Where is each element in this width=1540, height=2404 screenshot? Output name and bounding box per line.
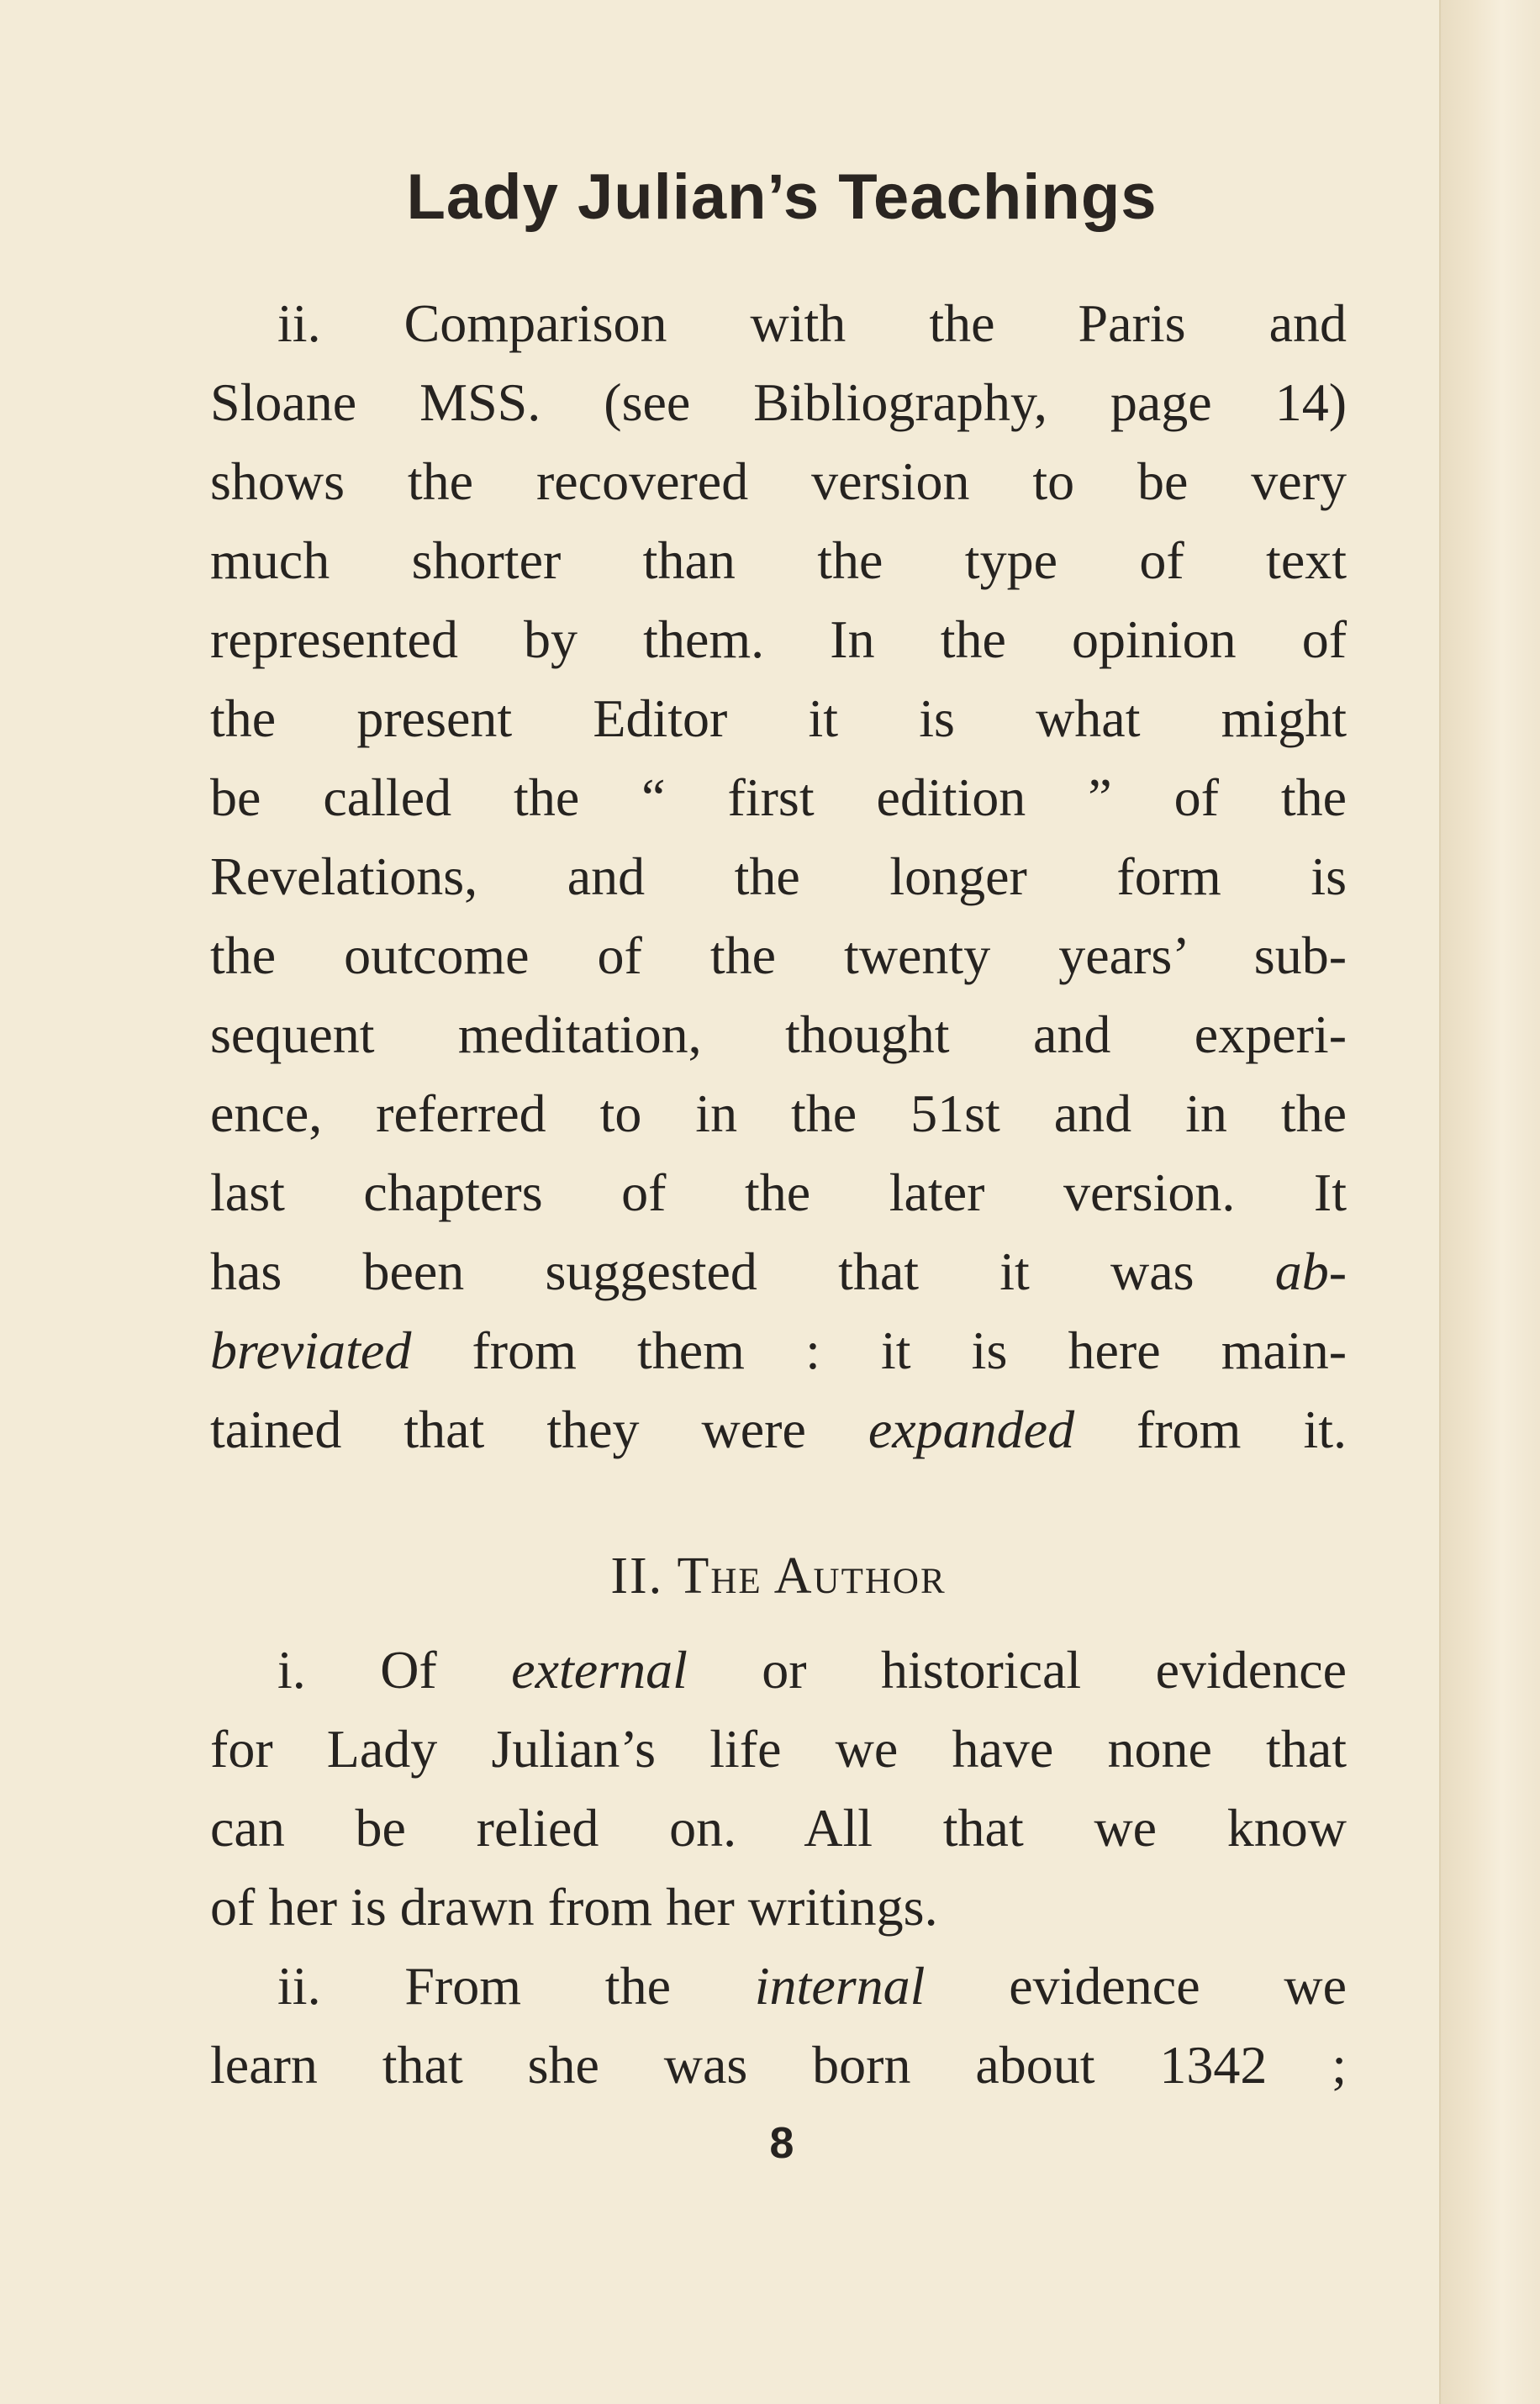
text-line: for Lady Julian’s life we have none that [210,1719,1347,1779]
page-number: 8 [769,2119,794,2168]
text-run: ii. From the [277,1956,755,2016]
text-line: ence, referred to in the 51st and in the [210,1083,1347,1143]
text-line: ii. Comparison with the Paris and [277,293,1347,353]
italic-text: breviated [210,1321,412,1380]
text-line: Revelations, and the longer form is [210,846,1347,906]
text-line: last chapters of the later version. It [210,1162,1347,1222]
text-run: from them : it is here main- [411,1321,1347,1380]
italic-text: expanded [868,1400,1075,1459]
text-line: much shorter than the type of text [210,530,1347,590]
text-run: tained that they were [210,1400,868,1459]
text-line: be called the “ first edition ” of the [210,767,1347,827]
text-line: sequent meditation, thought and experi- [210,1004,1347,1064]
text-line [210,1311,1347,1390]
text-line: can be relied on. All that we know [210,1798,1347,1858]
italic-text: ab- [1274,1242,1347,1301]
text-line: the outcome of the twenty years’ sub- [210,925,1347,985]
text-line [277,1631,1347,1710]
text-line: shows the recovered version to be very [210,451,1347,511]
text-line: of her is drawn from her writings. [210,1877,938,1937]
section-heading: II. The Author [610,1547,947,1605]
page-edge [1439,0,1540,2404]
italic-text: external [511,1640,688,1700]
text-line [277,1947,1347,2026]
text-line: Sloane MSS. (see Bibliography, page 14) [210,372,1347,432]
italic-text: internal [754,1956,926,2016]
text-run: i. Of [277,1640,512,1700]
text-line: the present Editor it is what might [210,688,1347,748]
running-head: Lady Julian’s Teachings [406,161,1158,233]
text-line [210,1390,1347,1469]
text-run: from it. [1074,1400,1348,1459]
text-run: or historical evidence [687,1640,1348,1700]
text-line [210,1232,1347,1311]
text-line: represented by them. In the opinion of [210,609,1347,669]
text-run: evidence we [925,1956,1348,2016]
text-run: has been suggested that it was [210,1242,1275,1301]
text-line: learn that she was born about 1342 ; [210,2035,1347,2095]
